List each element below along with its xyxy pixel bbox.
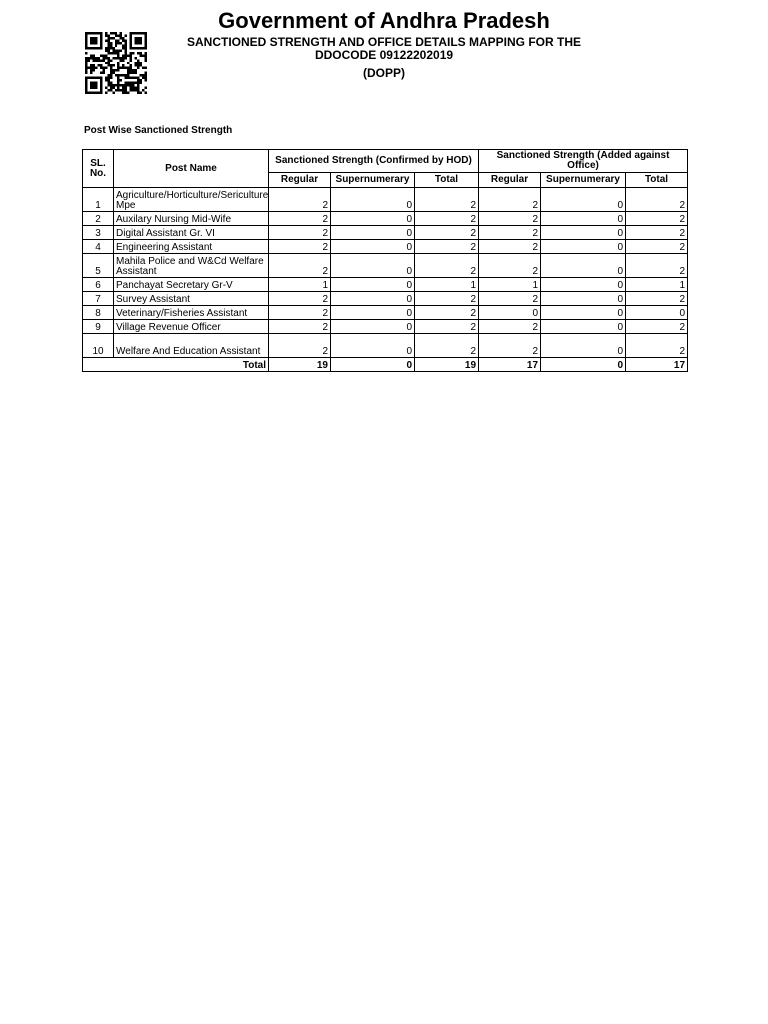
office-supernumerary-cell: 0 (541, 212, 626, 226)
sl-cell: 3 (83, 226, 114, 240)
col-supernumerary: Supernumerary (541, 173, 626, 188)
hod-supernumerary-cell: 0 (331, 320, 415, 334)
subtitle-line: SANCTIONED STRENGTH AND OFFICE DETAILS MAPPING FOR THE (186, 35, 581, 49)
table-row (83, 226, 688, 240)
hod-total-cell: 2 (415, 334, 479, 358)
hod-regular-cell: 2 (269, 212, 331, 226)
sl-cell: 8 (83, 306, 114, 320)
office-regular-cell: 0 (479, 306, 541, 320)
col-total: Total (415, 173, 479, 188)
office-total-cell: 1 (626, 278, 688, 292)
department-label: (DOPP) (363, 66, 405, 80)
post-name-cell: Village Revenue Officer (114, 320, 269, 334)
hod-total-cell: 2 (415, 226, 479, 240)
hod-supernumerary-cell: 0 (331, 334, 415, 358)
col-total: Total (626, 173, 688, 188)
post-name-cell: Agriculture/Horticulture/Sericulture Mpe (114, 188, 269, 212)
post-name-cell: Mahila Police and W&Cd Welfare Assistant (114, 254, 269, 278)
office-supernumerary-cell: 0 (541, 188, 626, 212)
table-row (83, 212, 688, 226)
office-total-cell: 2 (626, 240, 688, 254)
hod-regular-cell: 2 (269, 188, 331, 212)
office-total-cell: 2 (626, 334, 688, 358)
total-office-total: 17 (626, 358, 688, 372)
table-row (83, 320, 688, 334)
sl-cell: 9 (83, 320, 114, 334)
hod-regular-cell: 2 (269, 320, 331, 334)
post-name-cell: Welfare And Education Assistant (114, 334, 269, 358)
post-name-cell: Veterinary/Fisheries Assistant (114, 306, 269, 320)
office-total-cell: 2 (626, 226, 688, 240)
hod-regular-cell: 2 (269, 226, 331, 240)
hod-total-cell: 2 (415, 188, 479, 212)
total-hod-regular: 19 (269, 358, 331, 372)
office-total-cell: 2 (626, 320, 688, 334)
total-hod-total: 19 (415, 358, 479, 372)
office-total-cell: 2 (626, 292, 688, 306)
hod-regular-cell: 2 (269, 334, 331, 358)
office-regular-cell: 2 (479, 212, 541, 226)
table-row (83, 254, 688, 278)
hod-regular-cell: 1 (269, 278, 331, 292)
hod-supernumerary-cell: 0 (331, 306, 415, 320)
sl-cell: 1 (83, 188, 114, 212)
hod-supernumerary-cell: 0 (331, 254, 415, 278)
hod-supernumerary-cell: 0 (331, 278, 415, 292)
total-hod-supernumerary: 0 (331, 358, 415, 372)
hod-supernumerary-cell: 0 (331, 240, 415, 254)
post-name-cell: Survey Assistant (114, 292, 269, 306)
hod-total-cell: 1 (415, 278, 479, 292)
col-supernumerary: Supernumerary (331, 173, 415, 188)
hod-total-cell: 2 (415, 306, 479, 320)
office-supernumerary-cell: 0 (541, 254, 626, 278)
office-supernumerary-cell: 0 (541, 240, 626, 254)
hod-supernumerary-cell: 0 (331, 212, 415, 226)
table-row (83, 334, 688, 358)
col-sl-no: SL. No. (83, 150, 114, 188)
post-name-cell: Panchayat Secretary Gr-V (114, 278, 269, 292)
sl-cell: 5 (83, 254, 114, 278)
section-title: Post Wise Sanctioned Strength (84, 125, 233, 136)
office-regular-cell: 2 (479, 334, 541, 358)
total-office-supernumerary: 0 (541, 358, 626, 372)
post-name-cell: Engineering Assistant (114, 240, 269, 254)
hod-supernumerary-cell: 0 (331, 226, 415, 240)
office-regular-cell: 2 (479, 320, 541, 334)
page-title: Government of Andhra Pradesh (218, 8, 550, 33)
hod-regular-cell: 2 (269, 292, 331, 306)
table-row (83, 306, 688, 320)
office-total-cell: 2 (626, 212, 688, 226)
ddo-code-line: DDOCODE 09122202019 (314, 48, 454, 62)
office-supernumerary-cell: 0 (541, 320, 626, 334)
office-supernumerary-cell: 0 (541, 278, 626, 292)
office-supernumerary-cell: 0 (541, 306, 626, 320)
sl-cell: 7 (83, 292, 114, 306)
col-regular: Regular (479, 173, 541, 188)
hod-regular-cell: 2 (269, 306, 331, 320)
qr-code (82, 32, 150, 94)
table-row (83, 240, 688, 254)
table-row (83, 188, 688, 212)
post-name-cell: Digital Assistant Gr. VI (114, 226, 269, 240)
office-regular-cell: 2 (479, 292, 541, 306)
office-supernumerary-cell: 0 (541, 226, 626, 240)
hod-total-cell: 2 (415, 254, 479, 278)
col-regular: Regular (269, 173, 331, 188)
sl-cell: 2 (83, 212, 114, 226)
sl-cell: 4 (83, 240, 114, 254)
hod-total-cell: 2 (415, 320, 479, 334)
office-regular-cell: 2 (479, 226, 541, 240)
office-supernumerary-cell: 0 (541, 292, 626, 306)
office-regular-cell: 2 (479, 240, 541, 254)
total-row (83, 358, 688, 372)
hod-regular-cell: 2 (269, 254, 331, 278)
group-confirmed-by-hod: Sanctioned Strength (Confirmed by HOD) (269, 150, 479, 173)
table-row (83, 278, 688, 292)
table-row (83, 292, 688, 306)
office-regular-cell: 2 (479, 254, 541, 278)
office-total-cell: 0 (626, 306, 688, 320)
total-office-regular: 17 (479, 358, 541, 372)
office-regular-cell: 1 (479, 278, 541, 292)
sl-cell: 10 (83, 334, 114, 358)
sl-cell: 6 (83, 278, 114, 292)
office-supernumerary-cell: 0 (541, 334, 626, 358)
office-total-cell: 2 (626, 188, 688, 212)
page-subtitle (160, 36, 608, 62)
office-regular-cell: 2 (479, 188, 541, 212)
hod-regular-cell: 2 (269, 240, 331, 254)
hod-supernumerary-cell: 0 (331, 292, 415, 306)
office-total-cell: 2 (626, 254, 688, 278)
total-label: Total (83, 358, 269, 372)
hod-supernumerary-cell: 0 (331, 188, 415, 212)
hod-total-cell: 2 (415, 212, 479, 226)
col-post-name: Post Name (114, 150, 269, 188)
hod-total-cell: 2 (415, 292, 479, 306)
sanctioned-strength-table (82, 149, 688, 372)
group-added-against-office: Sanctioned Strength (Added against Office) (479, 150, 688, 173)
post-name-cell: Auxilary Nursing Mid-Wife (114, 212, 269, 226)
hod-total-cell: 2 (415, 240, 479, 254)
